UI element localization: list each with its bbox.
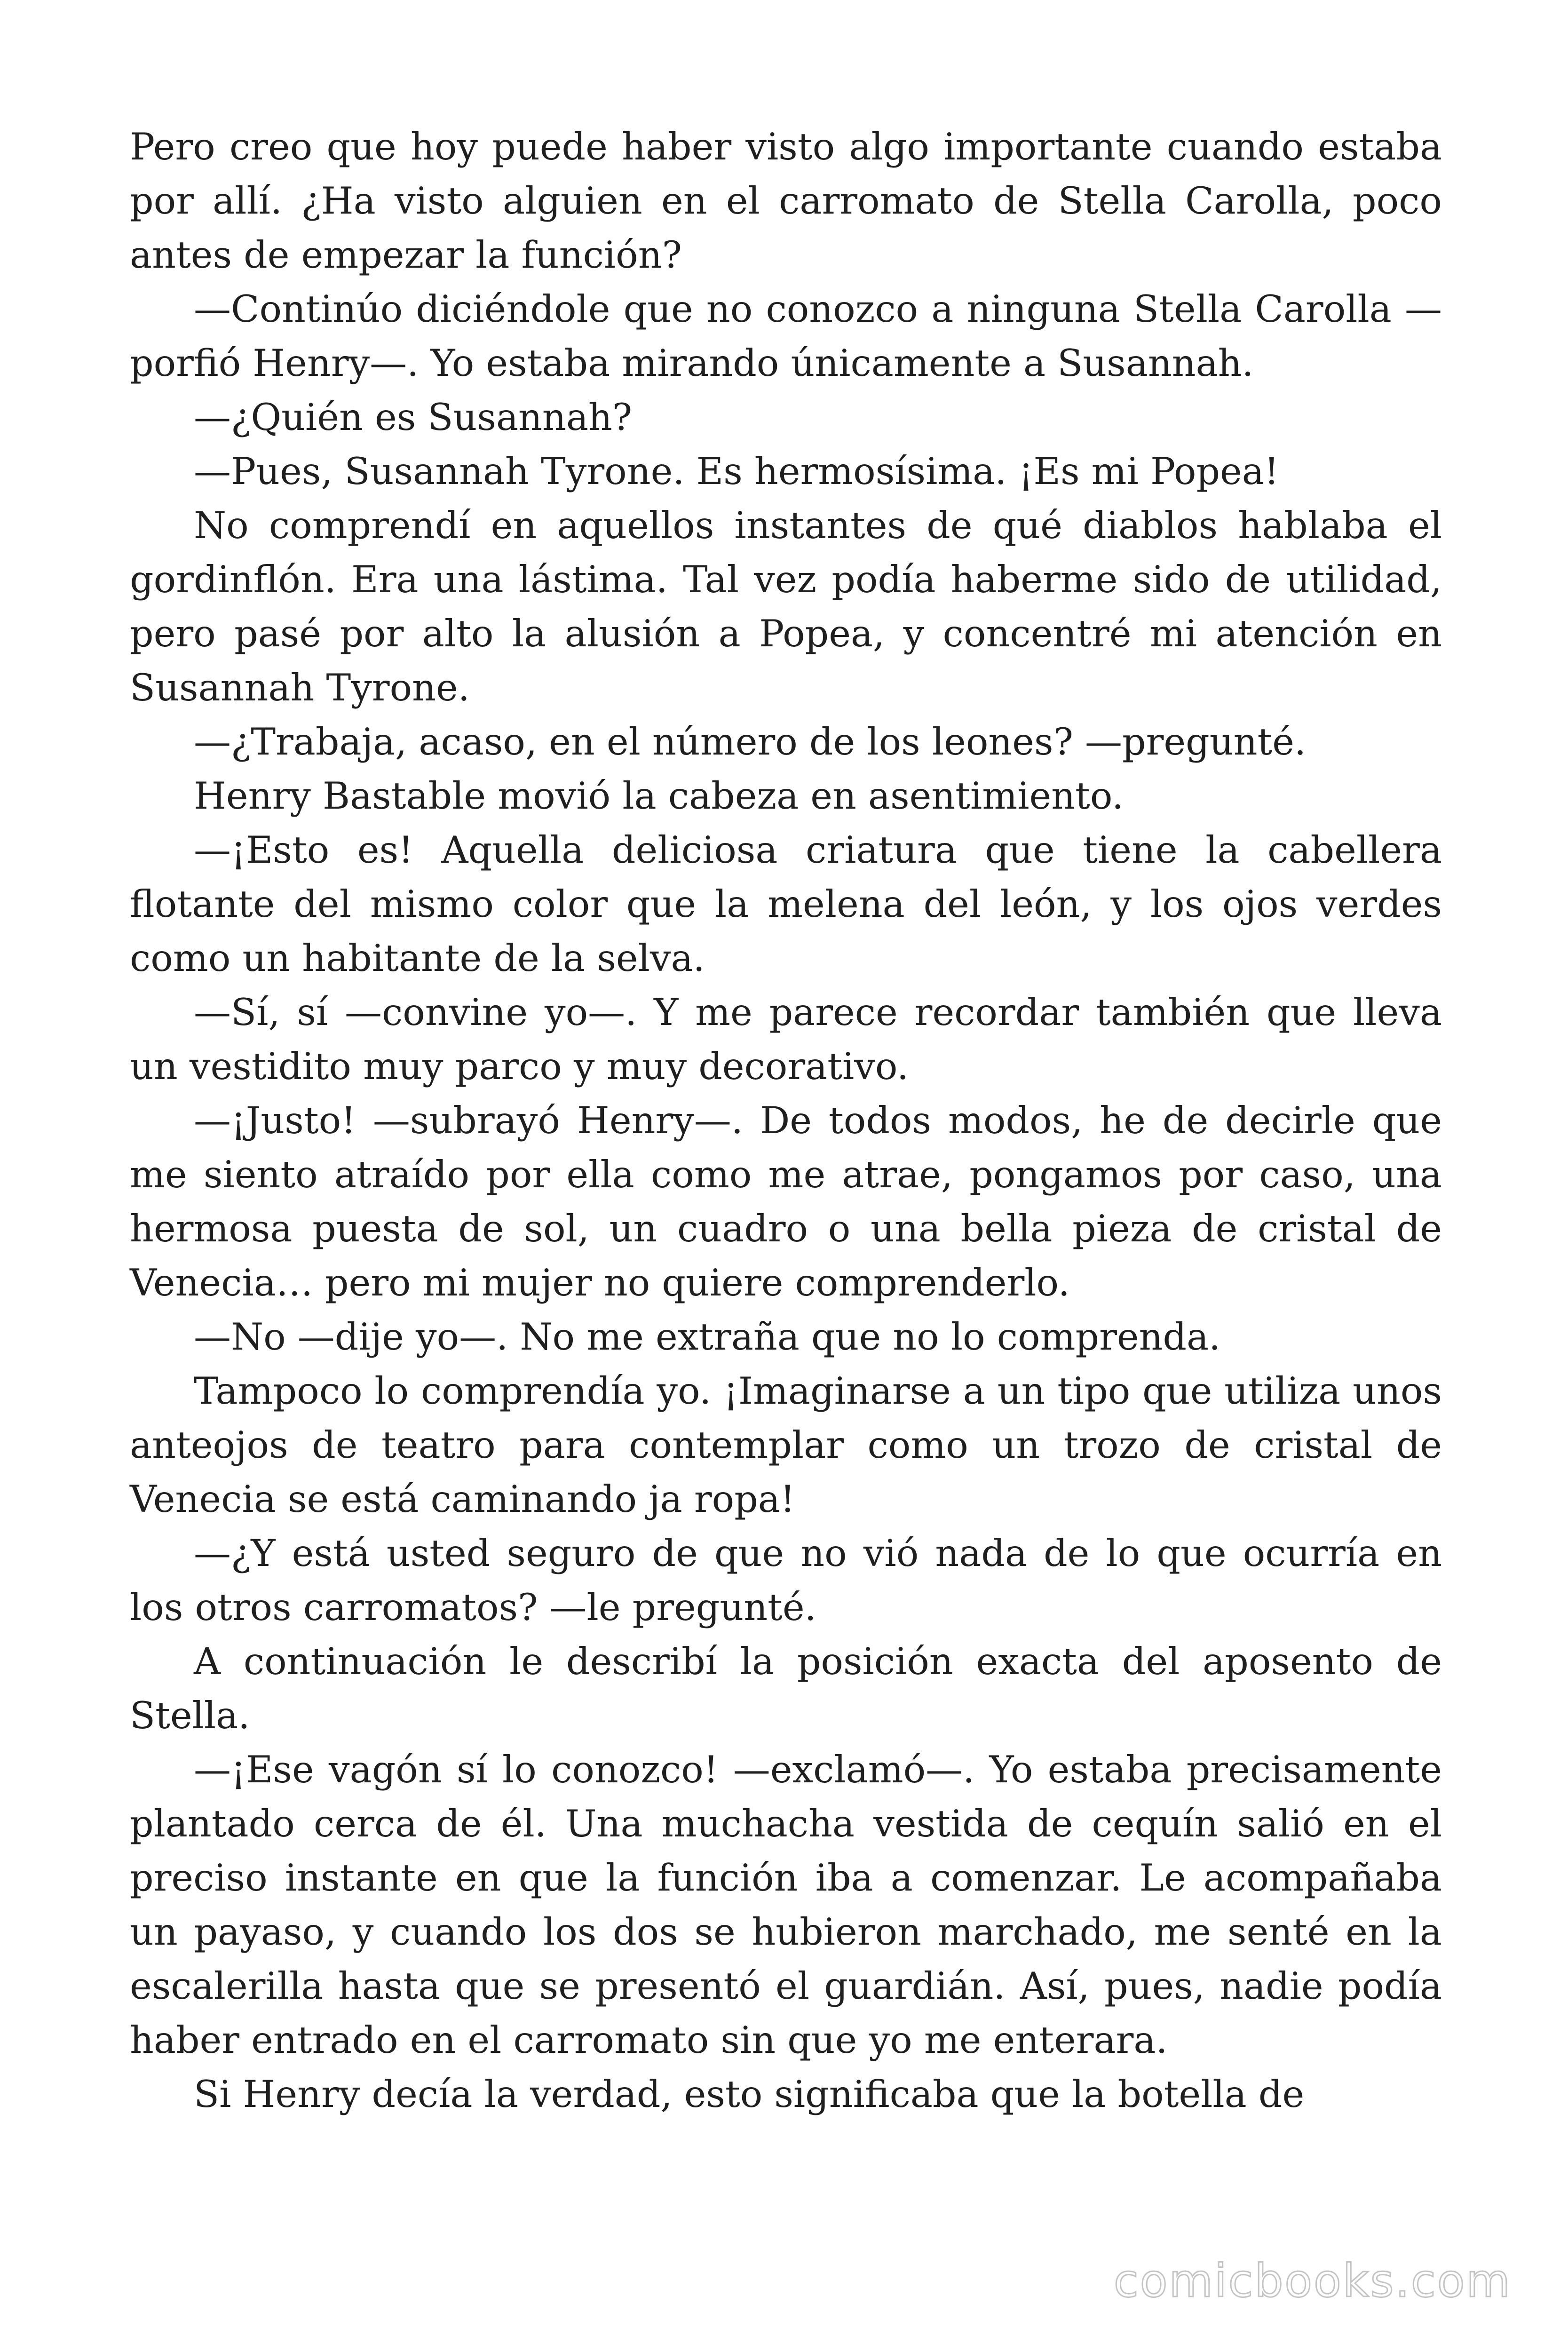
paragraph: —¿Trabaja, acaso, en el número de los leones? —pregunté. (194, 720, 1307, 763)
paragraph-continuation: Pero creo que hoy puede haber visto algo importante cuando estaba por allí. ¿Ha visto alguien en el carromato de Stella Carolla, poco antes de empezar la función? (130, 125, 1442, 277)
paragraph: —¿Quién es Susannah? (194, 396, 633, 439)
paragraph: —Continúo diciéndole que no conozco a ninguna Stella Carolla —porfió Henry—. Yo estaba mirando únicamente a Susannah. (130, 287, 1442, 385)
paragraph: —¿Y está usted seguro de que no vió nada de lo que ocurría en los otros carromatos? —le pregunté. (130, 1532, 1442, 1629)
paragraph: No comprendí en aquellos instantes de qué diablos hablaba el gordinflón. Era una lástima. Tal vez podía haberme sido de utilidad, pero pasé por alto la alusión a Popea, y concentré mi atención en Susannah Tyrone. (130, 504, 1442, 709)
paragraph: Henry Bastable movió la cabeza en asentimiento. (194, 774, 1124, 818)
paragraph: —Pues, Susannah Tyrone. Es hermosísima. ¡Es mi Popea! (194, 450, 1279, 493)
paragraph-last: Si Henry decía la verdad, esto significaba que la botella de (194, 2073, 1305, 2116)
paragraph: —¡Esto es! Aquella deliciosa criatura que tiene la cabellera flotante del mismo color que la melena del león, y los ojos verdes como un habitante de la selva. (130, 828, 1442, 980)
paragraph: —¡Justo! —subrayó Henry—. De todos modos, he de decirle que me siento atraído por ella como me atrae, pongamos por caso, una hermosa puesta de sol, un cuadro o una bella pieza de cristal de Venecia… pero mi mujer no quiere comprenderlo. (130, 1099, 1442, 1304)
paragraph: —¡Ese vagón sí lo conozco! —exclamó—. Yo estaba precisamente plantado cerca de él. Una muchacha vestida de cequín salió en el preciso instante en que la función iba a comenzar. Le acompañaba un payaso, y cuando los dos se hubieron marchado, me senté en la escalerilla hasta que se presentó el guardián. Así, pues, nadie podía haber entrado en el carromato sin que yo me enterara. (130, 1748, 1442, 2062)
paragraph: Tampoco lo comprendía yo. ¡Imaginarse a un tipo que utiliza unos anteojos de teatro para contemplar como un trozo de cristal de Venecia se está caminando ja ropa! (130, 1369, 1442, 1521)
paragraph: A continuación le describí la posición exacta del aposento de Stella. (130, 1640, 1442, 1737)
watermark-text: comicbooks.com (1113, 2255, 1512, 2307)
paragraph: —No —dije yo—. No me extraña que no lo comprenda. (194, 1315, 1221, 1359)
paragraph: —Sí, sí —convine yo—. Y me parece recordar también que lleva un vestidito muy parco y muy decorativo. (130, 991, 1442, 1088)
book-page-text (130, 120, 1442, 2122)
